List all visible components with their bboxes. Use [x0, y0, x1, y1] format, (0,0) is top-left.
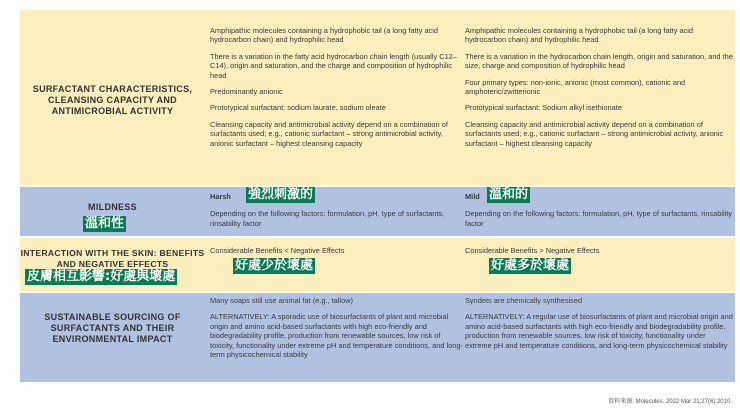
- row-header-sourcing: SUSTAINABLE SOURCING OF SURFACTANTS AND THEIR ENVIRONMENTAL IMPACT: [44, 312, 181, 344]
- row-header-surfactant: SURFACTANT CHARACTERISTICS, CLEANSING CAPACITY AND ANTIMICROBIAL ACTIVITY: [32, 84, 193, 116]
- cell-syndet-mildness: Mild Depending on the following factors: formulation, pH, type of surfactants, rinsability factor: [465, 192, 733, 228]
- row-header-skin: INTERACTION WITH THE SKIN: BENEFITS AND NEGATIVE EFFECTS: [20, 248, 205, 269]
- row-surfactant-characteristics: [20, 10, 735, 186]
- cell-syndet-sourcing: Syndets are chemically synthesised ALTERNATIVELY: A regular use of biosurfactants of plant and microbial origin and amino acid-based surfactants with high eco-friendly and biodegradability profile, production from renewable sources, low risk of toxicity, functionality under extreme pH and temperature conditions, and long-term physicochemical stability: [465, 296, 733, 350]
- cell-soap-sourcing: Many soaps still use animal fat (e.g., tallow) ALTERNATIVELY: A sporadic use of biosurfactants of plant and microbial origin and amino acid-based surfactants with high eco-friendly and biodegradability profile, production from renewable sources, low risk of toxicity, functionality under extreme pH and temperature conditions, and long-term physicochemical stability: [210, 296, 463, 360]
- row-sustainable-sourcing: [20, 292, 735, 382]
- comparison-table: [20, 10, 735, 382]
- cell-syndet-characteristics: Amphipathic molecules containing a hydrophobic tail (a long fatty acid hydrocarbon chain) and hydrophilic head There is a variation in the hydrocarbon chain length, origin and saturation, and the size, charge and composition of hydrophilic head Four primary types: non-ionic, anionic (most common), cationic and amphoteric/zwitterionic Prototypical surfactant: Sodium alkyl isethionate Cleansing capacity and antimicrobial activity depend on a combination of surfactants used; e.g., cationic surfactant – strong antimicrobial activity, anionic surfactant – highest cleansing capacity: [465, 26, 733, 148]
- soap-benefit-zh-label: 好處少於壞處: [235, 258, 314, 273]
- cell-syndet-skin: Considerable Benefits > Negative Effects: [465, 246, 600, 255]
- cell-soap-characteristics: Amphipathic molecules containing a hydrophobic tail (a long fatty acid hydrocarbon chain) and hydrophilic head There is a variation in the fatty acid hydrocarbon chain length (usually C12–C14), origin and saturation, and the charge and composition of hydrophilic head Predominantly anionic Prototypical surfactant: sodium laurate, sodium oleate Cleansing capacity and antimicrobial activity depend on a combination of surfactants used; e.g., cationic surfactant – strong antimicrobial activity, anionic surfactant – highest cleansing capacity: [210, 26, 457, 148]
- source-citation: 資料來源: Molecules. 2022 Mar 21;27(6):2010.: [608, 399, 732, 405]
- row-header-mildness: MILDNESS: [88, 202, 137, 212]
- cell-soap-skin: Considerable Benefits < Negative Effects: [210, 246, 345, 255]
- row-divider: [20, 291, 735, 293]
- syndet-benefit-zh-label: 好處多於壞處: [491, 258, 570, 273]
- harsh-zh-label: 強烈刺激的: [248, 187, 314, 202]
- mildness-zh-label: 溫和性: [85, 216, 125, 231]
- row-divider: [20, 185, 735, 187]
- row-divider: [20, 236, 735, 238]
- row-skin-interaction: [20, 237, 735, 292]
- cell-soap-mildness: Harsh Depending on the following factors: formulation, pH, type of surfactants, rinsability factor: [210, 192, 445, 228]
- skin-zh-label: 皮膚相互影響:好處與壞處: [27, 269, 176, 284]
- row-mildness: [20, 186, 735, 237]
- mild-zh-label: 溫和的: [489, 187, 529, 202]
